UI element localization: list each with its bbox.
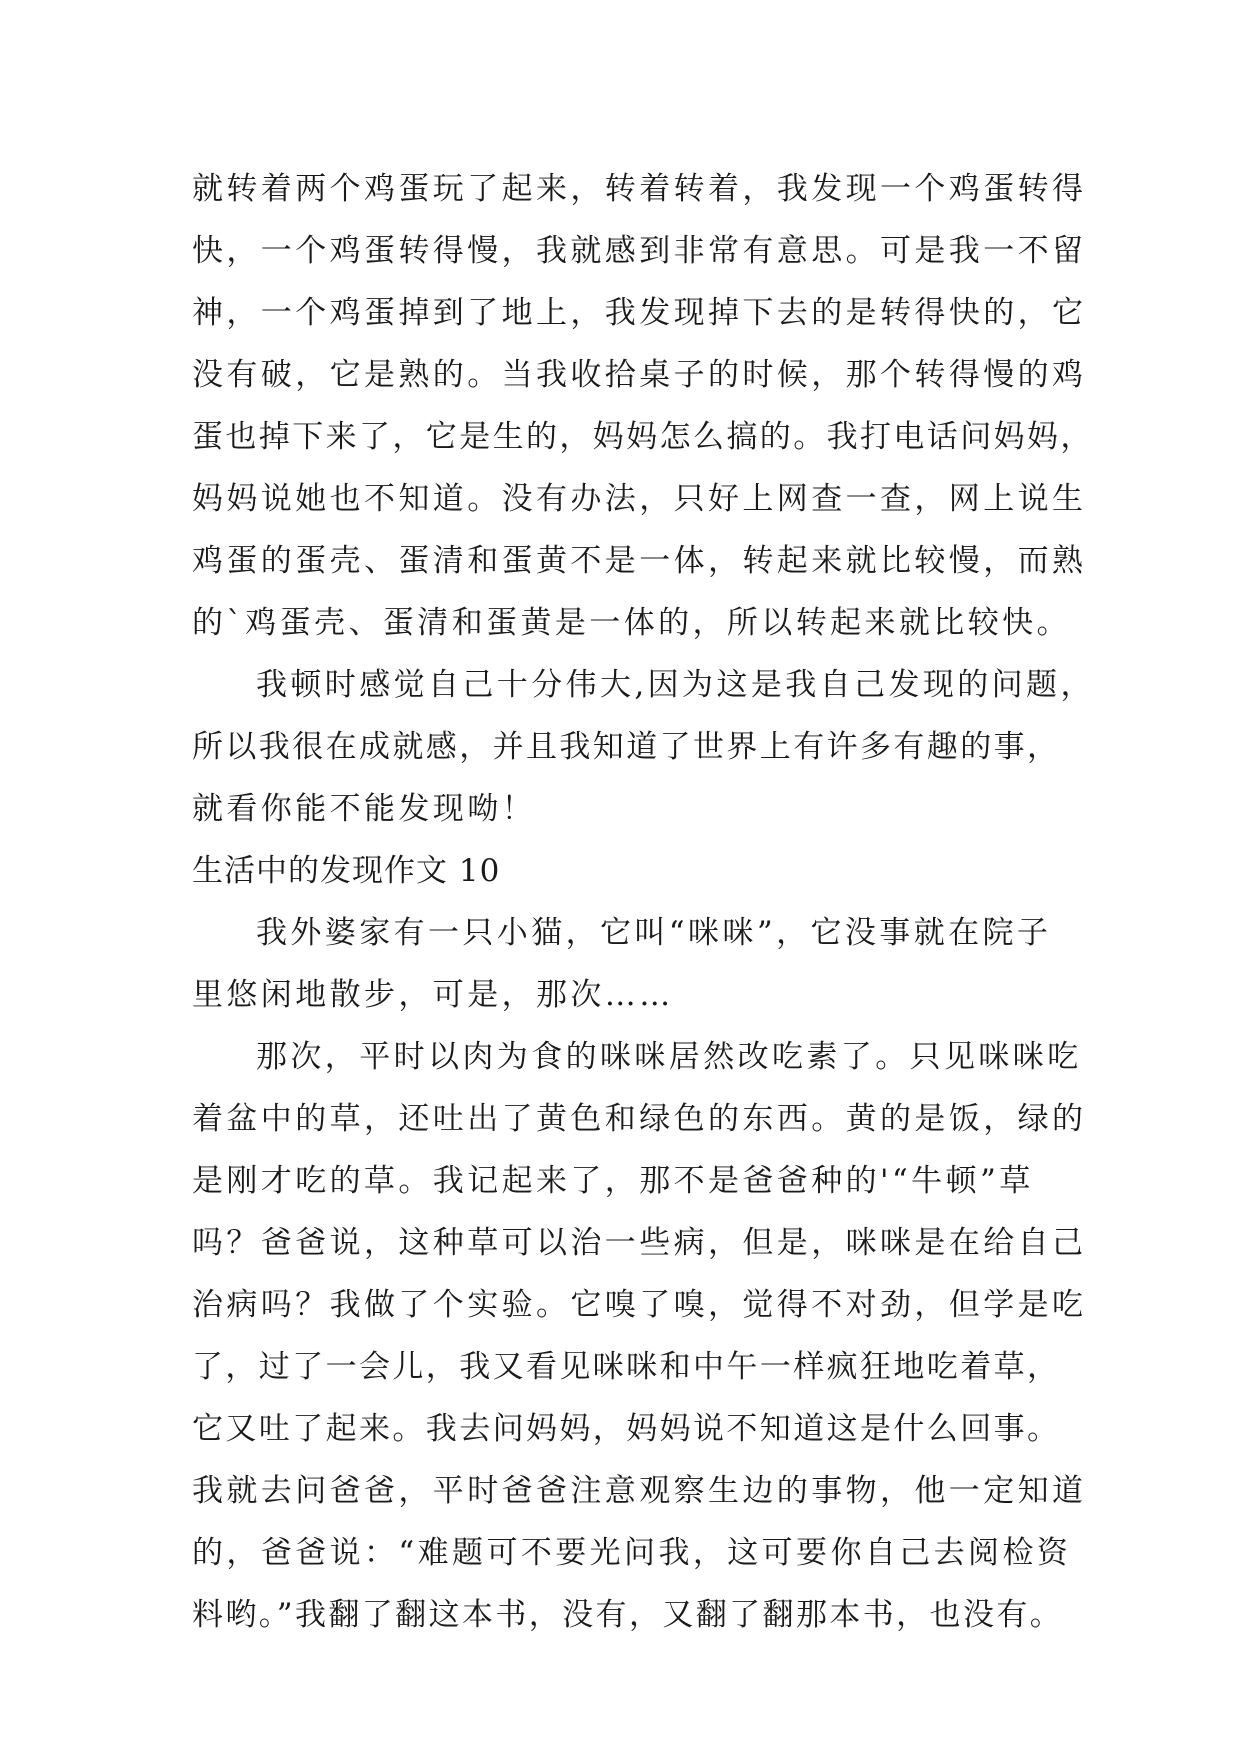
text-line: 是刚才吃的草。我记起来了，那不是爸爸种的'“牛顿”草 xyxy=(192,1163,1034,1199)
text-line: 的`鸡蛋壳、蛋清和蛋黄是一体的，所以转起来就比较快。 xyxy=(192,605,1071,641)
text-line: 就转着两个鸡蛋玩了起来，转着转着，我发现一个鸡蛋转得 xyxy=(192,171,1087,207)
text-line: 里悠闲地散步，可是，那次…… xyxy=(192,977,674,1013)
text-line: 吗？爸爸说，这种草可以治一些病，但是，咪咪是在给自己 xyxy=(192,1225,1087,1261)
text-line: 没有破，它是熟的。当我收拾桌子的时候，那个转得慢的鸡 xyxy=(192,357,1087,393)
paragraph-start: 我外婆家有一只小猫，它叫“咪咪”，它没事就在院子 xyxy=(256,915,1052,951)
text-line: 料哟。”我翻了翻这本书，没有，又翻了翻那本书，也没有。 xyxy=(192,1597,1064,1633)
paragraph-start: 那次，平时以肉为食的咪咪居然改吃素了。只见咪咪吃 xyxy=(256,1039,1082,1075)
text-line: 我就去问爸爸，平时爸爸注意观察生边的事物，他一定知道 xyxy=(192,1473,1087,1509)
paragraph-start: 我顿时感觉自己十分伟大,因为这是我自己发现的问题， xyxy=(256,667,1095,703)
text-line: 快，一个鸡蛋转得慢，我就感到非常有意思。可是我一不留 xyxy=(192,233,1087,269)
text-line: 所以我很在成就感，并且我知道了世界上有许多有趣的事， xyxy=(192,729,1061,765)
text-line: 的，爸爸说：“难题可不要光问我，这可要你自己去阅检资 xyxy=(192,1535,1072,1571)
text-line: 鸡蛋的蛋壳、蛋清和蛋黄不是一体，转起来就比较慢，而熟 xyxy=(192,543,1087,579)
text-line: 它又吐了起来。我去问妈妈，妈妈说不知道这是什么回事。 xyxy=(192,1411,1061,1447)
essay-body xyxy=(192,158,1095,1646)
text-line: 着盆中的草，还吐出了黄色和绿色的东西。黄的是饭，绿的 xyxy=(192,1101,1087,1137)
text-line: 蛋也掉下来了，它是生的，妈妈怎么搞的。我打电话问妈妈， xyxy=(192,419,1094,455)
text-line: 治病吗？我做了个实验。它嗅了嗅，觉得不对劲，但学是吃 xyxy=(192,1287,1087,1323)
text-line: 妈妈说她也不知道。没有办法，只好上网查一查，网上说生 xyxy=(192,481,1087,517)
text-line: 了，过了一会儿，我又看见咪咪和中午一样疯狂地吃着草， xyxy=(192,1349,1061,1385)
section-heading: 生活中的发现作文 10 xyxy=(192,853,501,889)
text-line: 就看你能不能发现呦！ xyxy=(192,791,536,827)
text-line: 神，一个鸡蛋掉到了地上，我发现掉下去的是转得快的，它 xyxy=(192,295,1087,331)
